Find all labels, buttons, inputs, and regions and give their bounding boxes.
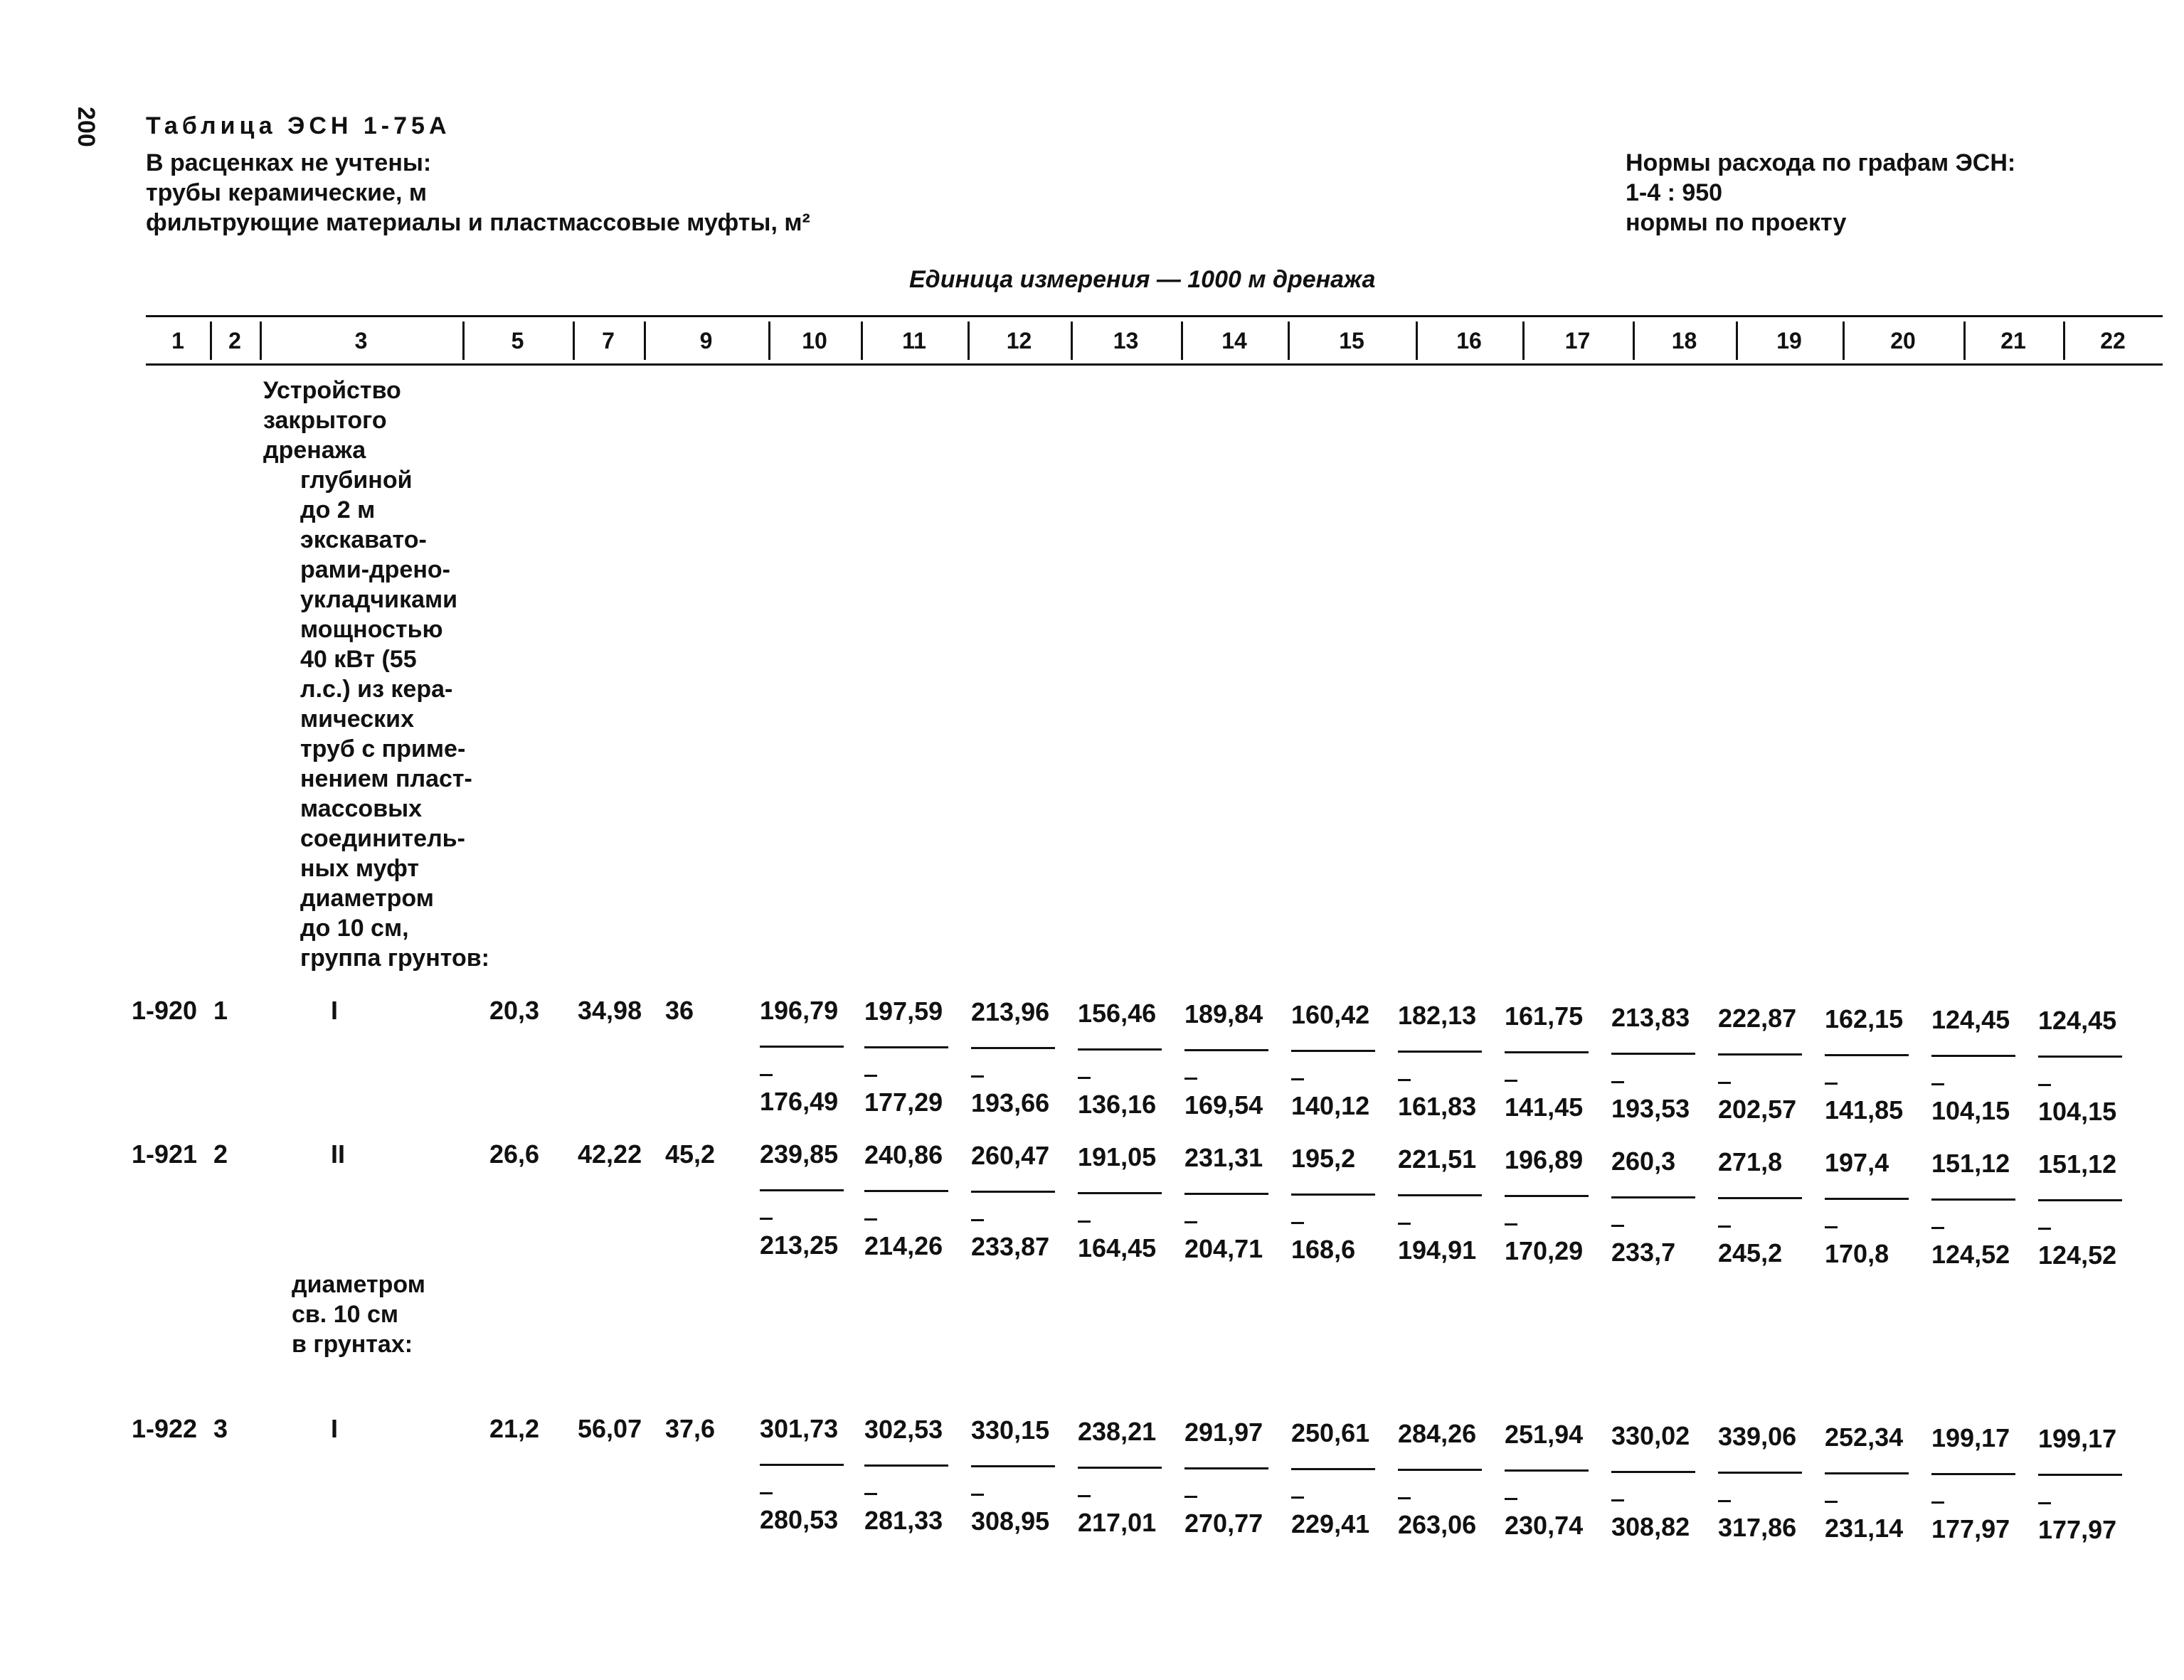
- fraction-denominator: 308,82: [1611, 1511, 1690, 1541]
- fraction-bar: [1931, 1055, 2015, 1057]
- description-line: соединитель-: [300, 825, 465, 852]
- fraction-bar: [1184, 1193, 1268, 1195]
- fraction-bar: [2038, 1056, 2122, 1058]
- column-separator: [1416, 321, 1418, 360]
- description-line: массовых: [300, 795, 423, 822]
- minus-sign: [1611, 1499, 1624, 1501]
- fraction-denominator: 317,86: [1718, 1512, 1797, 1542]
- fraction-bar: [971, 1191, 1055, 1193]
- fraction-numerator: 213,83: [1611, 1002, 1690, 1032]
- fraction-bar: [760, 1189, 844, 1191]
- fraction-denominator: 233,7: [1611, 1237, 1676, 1267]
- fraction-bar: [1718, 1197, 1802, 1199]
- fraction-denominator: 140,12: [1291, 1091, 1370, 1120]
- cell-col7: 56,07: [578, 1414, 642, 1443]
- minus-sign: [1398, 1497, 1411, 1499]
- minus-sign: [1718, 1226, 1731, 1228]
- description-line: закрытого: [263, 407, 387, 434]
- fraction-bar: [2038, 1474, 2122, 1476]
- fraction-denominator: 164,45: [1078, 1233, 1157, 1262]
- right-note-line2: 1-4 : 950: [1626, 179, 1723, 206]
- fraction-bar: [1078, 1467, 1162, 1469]
- column-separator: [861, 321, 863, 360]
- fraction-numerator: 301,73: [760, 1414, 839, 1443]
- minus-sign: [971, 1075, 984, 1078]
- cell-col9: 36: [665, 996, 694, 1025]
- left-note-line2: трубы керамические, м: [146, 179, 428, 206]
- fraction-numerator: 189,84: [1184, 999, 1263, 1028]
- fraction-denominator: 263,06: [1398, 1510, 1477, 1540]
- fraction-denominator: 308,95: [971, 1506, 1050, 1536]
- column-separator: [2063, 321, 2065, 360]
- minus-sign: [1611, 1225, 1624, 1227]
- column-separator: [1633, 321, 1635, 360]
- description-line: до 2 м: [300, 496, 376, 523]
- fraction-bar: [1291, 1050, 1375, 1052]
- row-code: 1-922: [132, 1414, 198, 1443]
- fraction-denominator: 202,57: [1718, 1094, 1797, 1124]
- minus-sign: [971, 1219, 984, 1221]
- cell-col7: 34,98: [578, 996, 642, 1025]
- fraction-bar: [1825, 1198, 1909, 1200]
- minus-sign: [1078, 1077, 1091, 1079]
- fraction-bar: [760, 1464, 844, 1466]
- fraction-numerator: 197,4: [1825, 1148, 1889, 1177]
- minus-sign: [2038, 1084, 2051, 1086]
- description-line: труб с приме-: [300, 735, 466, 762]
- column-separator: [1736, 321, 1738, 360]
- minus-sign: [1931, 1501, 1944, 1504]
- description-line: в грунтах:: [292, 1331, 413, 1358]
- description-line: 40 кВт (55: [300, 646, 417, 673]
- column-header: 21: [2000, 327, 2026, 353]
- minus-sign: [1078, 1495, 1091, 1497]
- section1-description: [263, 376, 489, 973]
- fraction-denominator: 104,15: [2038, 1097, 2117, 1127]
- fraction-denominator: 230,74: [1505, 1511, 1584, 1541]
- fraction-bar: [1078, 1192, 1162, 1194]
- minus-sign: [971, 1494, 984, 1496]
- fraction-numerator: 161,75: [1505, 1001, 1584, 1031]
- fraction-denominator: 229,41: [1291, 1509, 1370, 1538]
- fraction-denominator: 161,83: [1398, 1092, 1477, 1122]
- column-header: 2: [228, 327, 241, 353]
- fraction-denominator: 124,52: [2038, 1240, 2117, 1270]
- fraction-numerator: 240,86: [864, 1140, 943, 1170]
- fraction-bar: [1505, 1469, 1589, 1472]
- minus-sign: [760, 1218, 773, 1220]
- column-separator: [1522, 321, 1525, 360]
- fraction-bar: [2038, 1199, 2122, 1201]
- fraction-denominator: 193,53: [1611, 1093, 1690, 1123]
- description-line: диаметром: [292, 1271, 425, 1298]
- section2-description: [292, 1270, 425, 1359]
- fraction-numerator: 196,89: [1505, 1145, 1584, 1175]
- description-line: мощностью: [300, 616, 443, 643]
- column-header: 16: [1456, 327, 1482, 353]
- column-header: 5: [511, 327, 524, 353]
- fraction-denominator: 245,2: [1718, 1238, 1783, 1267]
- fraction-bar: [1398, 1194, 1482, 1196]
- description-line: экскавато-: [300, 526, 427, 553]
- column-separator: [1181, 321, 1183, 360]
- fraction-bar: [1398, 1051, 1482, 1053]
- fraction-numerator: 260,3: [1611, 1146, 1676, 1176]
- table-title: Таблица ЭСН 1-75А: [146, 112, 451, 139]
- description-line: л.с.) из кера-: [300, 676, 453, 703]
- description-line: до 10 см,: [300, 915, 409, 942]
- fraction-denominator: 213,25: [760, 1230, 839, 1260]
- column-separator: [768, 321, 770, 360]
- fraction-bar: [1505, 1195, 1589, 1197]
- fraction-numerator: 239,85: [760, 1139, 839, 1169]
- description-line: укладчиками: [300, 586, 458, 613]
- fraction-denominator: 280,53: [760, 1505, 839, 1534]
- fraction-bar: [1184, 1467, 1268, 1469]
- fraction-denominator: 194,91: [1398, 1235, 1477, 1265]
- cell-col5: 20,3: [489, 996, 540, 1025]
- fraction-numerator: 196,79: [760, 996, 839, 1025]
- fraction-numerator: 250,61: [1291, 1418, 1370, 1447]
- column-header: 15: [1339, 327, 1364, 353]
- description-line: диаметром: [300, 885, 434, 912]
- fraction-numerator: 124,45: [1931, 1005, 2010, 1035]
- column-header: 22: [2100, 327, 2126, 353]
- column-header: 12: [1006, 327, 1032, 353]
- fraction-denominator: 233,87: [971, 1232, 1050, 1262]
- fraction-numerator: 151,12: [1931, 1149, 2010, 1179]
- fraction-bar: [1611, 1471, 1695, 1473]
- row-group: I: [331, 1414, 339, 1443]
- column-header: 1: [171, 327, 184, 353]
- fraction-bar: [864, 1190, 948, 1192]
- description-line: дренажа: [263, 437, 366, 464]
- minus-sign: [760, 1492, 773, 1494]
- fraction-denominator: 168,6: [1291, 1235, 1356, 1264]
- minus-sign: [760, 1074, 773, 1076]
- minus-sign: [1184, 1496, 1197, 1498]
- fraction-bar: [971, 1465, 1055, 1467]
- minus-sign: [1718, 1082, 1731, 1084]
- fraction-denominator: 270,77: [1184, 1508, 1263, 1538]
- column-header-row: [146, 317, 2163, 364]
- minus-sign: [1291, 1496, 1304, 1499]
- fraction-numerator: 260,47: [971, 1141, 1050, 1171]
- fraction-bar: [760, 1046, 844, 1048]
- description-line: св. 10 см: [292, 1301, 399, 1328]
- column-separator: [1963, 321, 1966, 360]
- fraction-bar: [1398, 1469, 1482, 1471]
- description-line: глубиной: [300, 467, 413, 494]
- column-separator: [968, 321, 970, 360]
- minus-sign: [864, 1493, 877, 1495]
- fraction-bar: [1718, 1472, 1802, 1474]
- fraction-bar: [1291, 1193, 1375, 1196]
- fraction-denominator: 177,97: [1931, 1514, 2010, 1544]
- fraction-numerator: 231,31: [1184, 1142, 1263, 1172]
- fraction-denominator: 170,29: [1505, 1236, 1584, 1266]
- fraction-bar: [1931, 1198, 2015, 1201]
- column-header: 7: [602, 327, 615, 353]
- fraction-numerator: 339,06: [1718, 1421, 1797, 1451]
- minus-sign: [1291, 1222, 1304, 1224]
- column-header: 14: [1221, 327, 1247, 353]
- fraction-numerator: 156,46: [1078, 998, 1157, 1028]
- cell-col9: 37,6: [665, 1414, 716, 1443]
- unit-caption: Единица измерения — 1000 м дренажа: [909, 266, 1376, 293]
- minus-sign: [1184, 1221, 1197, 1223]
- minus-sign: [1291, 1078, 1304, 1080]
- row-group: I: [331, 996, 339, 1025]
- fraction-denominator: 176,49: [760, 1087, 839, 1116]
- row-number: 2: [213, 1139, 228, 1169]
- right-note-line1: Нормы расхода по графам ЭСН:: [1626, 149, 2016, 176]
- minus-sign: [1398, 1223, 1411, 1225]
- row-group: II: [331, 1139, 346, 1169]
- fraction-numerator: 199,17: [2038, 1424, 2117, 1454]
- fraction-denominator: 193,66: [971, 1088, 1050, 1118]
- cell-col5: 26,6: [489, 1139, 540, 1169]
- column-header: 18: [1671, 327, 1697, 353]
- fraction-numerator: 252,34: [1825, 1423, 1904, 1452]
- description-line: нением пласт-: [300, 765, 472, 792]
- minus-sign: [1718, 1500, 1731, 1502]
- description-line: группа грунтов:: [300, 945, 489, 972]
- minus-sign: [1078, 1221, 1091, 1223]
- fraction-numerator: 330,15: [971, 1415, 1050, 1445]
- fraction-denominator: 141,45: [1505, 1092, 1584, 1122]
- page-number: 200: [73, 107, 100, 147]
- fraction-denominator: 141,85: [1825, 1095, 1904, 1125]
- minus-sign: [2038, 1502, 2051, 1504]
- minus-sign: [1398, 1079, 1411, 1081]
- fraction-numerator: 284,26: [1398, 1419, 1477, 1449]
- fraction-bar: [1825, 1054, 1909, 1056]
- fraction-numerator: 271,8: [1718, 1147, 1783, 1176]
- fraction-denominator: 136,16: [1078, 1089, 1157, 1119]
- row-number: 1: [213, 996, 228, 1025]
- fraction-bar: [971, 1047, 1055, 1049]
- fraction-numerator: 251,94: [1505, 1420, 1584, 1450]
- fraction-numerator: 291,97: [1184, 1417, 1263, 1447]
- fraction-numerator: 302,53: [864, 1415, 943, 1445]
- column-separator: [260, 321, 262, 360]
- fraction-denominator: 169,54: [1184, 1090, 1263, 1120]
- fraction-denominator: 214,26: [864, 1231, 943, 1261]
- column-header: 20: [1890, 327, 1916, 353]
- fraction-numerator: 151,12: [2038, 1149, 2117, 1179]
- row-code: 1-920: [132, 996, 198, 1025]
- minus-sign: [1505, 1223, 1517, 1226]
- description-line: рами-дрено-: [300, 556, 450, 583]
- minus-sign: [1505, 1080, 1517, 1082]
- minus-sign: [864, 1218, 877, 1221]
- minus-sign: [1825, 1083, 1838, 1085]
- description-line: мических: [300, 706, 414, 733]
- column-separator: [1071, 321, 1073, 360]
- column-separator: [210, 321, 212, 360]
- description-line: ных муфт: [300, 855, 420, 882]
- minus-sign: [1184, 1078, 1197, 1080]
- fraction-numerator: 238,21: [1078, 1416, 1157, 1446]
- fraction-bar: [1291, 1468, 1375, 1470]
- fraction-bar: [1184, 1049, 1268, 1051]
- fraction-denominator: 231,14: [1825, 1514, 1904, 1543]
- fraction-bar: [1078, 1048, 1162, 1051]
- cell-col7: 42,22: [578, 1139, 642, 1169]
- fraction-denominator: 170,8: [1825, 1239, 1889, 1268]
- fraction-bar: [1505, 1051, 1589, 1053]
- row-code: 1-921: [132, 1139, 198, 1169]
- fraction-numerator: 195,2: [1291, 1144, 1356, 1173]
- fraction-numerator: 222,87: [1718, 1003, 1797, 1033]
- minus-sign: [1825, 1226, 1838, 1228]
- fraction-denominator: 177,29: [864, 1088, 943, 1117]
- fraction-bar: [1611, 1196, 1695, 1198]
- minus-sign: [1611, 1081, 1624, 1083]
- cell-col9: 45,2: [665, 1139, 716, 1169]
- column-header: 17: [1564, 327, 1591, 353]
- minus-sign: [1931, 1227, 1944, 1229]
- description-line: Устройство: [263, 377, 401, 404]
- fraction-denominator: 177,97: [2038, 1515, 2117, 1545]
- minus-sign: [1825, 1501, 1838, 1503]
- column-header: 11: [902, 327, 926, 353]
- column-separator: [644, 321, 646, 360]
- column-separator: [1288, 321, 1290, 360]
- fraction-denominator: 104,15: [1931, 1096, 2010, 1126]
- column-header: 13: [1113, 327, 1139, 353]
- fraction-numerator: 330,02: [1611, 1420, 1690, 1450]
- fraction-numerator: 124,45: [2038, 1006, 2117, 1036]
- left-note-line3: фильтрующие материалы и пластмассовые муфты, м²: [146, 209, 810, 236]
- fraction-denominator: 204,71: [1184, 1233, 1263, 1263]
- fraction-numerator: 162,15: [1825, 1004, 1904, 1033]
- fraction-numerator: 197,59: [864, 996, 943, 1026]
- minus-sign: [1931, 1083, 1944, 1085]
- fraction-bar: [864, 1464, 948, 1467]
- fraction-denominator: 281,33: [864, 1506, 943, 1536]
- right-note-line3: нормы по проекту: [1626, 209, 1847, 236]
- fraction-numerator: 213,96: [971, 997, 1050, 1027]
- column-separator: [1843, 321, 1845, 360]
- minus-sign: [1505, 1498, 1517, 1500]
- fraction-bar: [864, 1046, 948, 1048]
- column-header: 19: [1776, 327, 1802, 353]
- column-header: 9: [699, 327, 713, 353]
- minus-sign: [864, 1075, 877, 1077]
- fraction-bar: [1931, 1473, 2015, 1475]
- fraction-bar: [1718, 1053, 1802, 1056]
- minus-sign: [2038, 1228, 2051, 1230]
- row-number: 3: [213, 1414, 228, 1443]
- fraction-numerator: 191,05: [1078, 1142, 1157, 1171]
- fraction-denominator: 124,52: [1931, 1240, 2010, 1270]
- left-note-line1: В расценках не учтены:: [146, 149, 432, 176]
- column-header: 10: [802, 327, 827, 353]
- fraction-numerator: 160,42: [1291, 1000, 1370, 1029]
- fraction-bar: [1825, 1472, 1909, 1474]
- column-separator: [462, 321, 465, 360]
- fraction-numerator: 199,17: [1931, 1423, 2010, 1453]
- cell-col5: 21,2: [489, 1414, 540, 1443]
- fraction-numerator: 221,51: [1398, 1144, 1477, 1174]
- fraction-bar: [1611, 1053, 1695, 1055]
- fraction-denominator: 217,01: [1078, 1507, 1157, 1537]
- column-separator: [573, 321, 575, 360]
- column-header: 3: [354, 327, 368, 353]
- fraction-numerator: 182,13: [1398, 1001, 1477, 1031]
